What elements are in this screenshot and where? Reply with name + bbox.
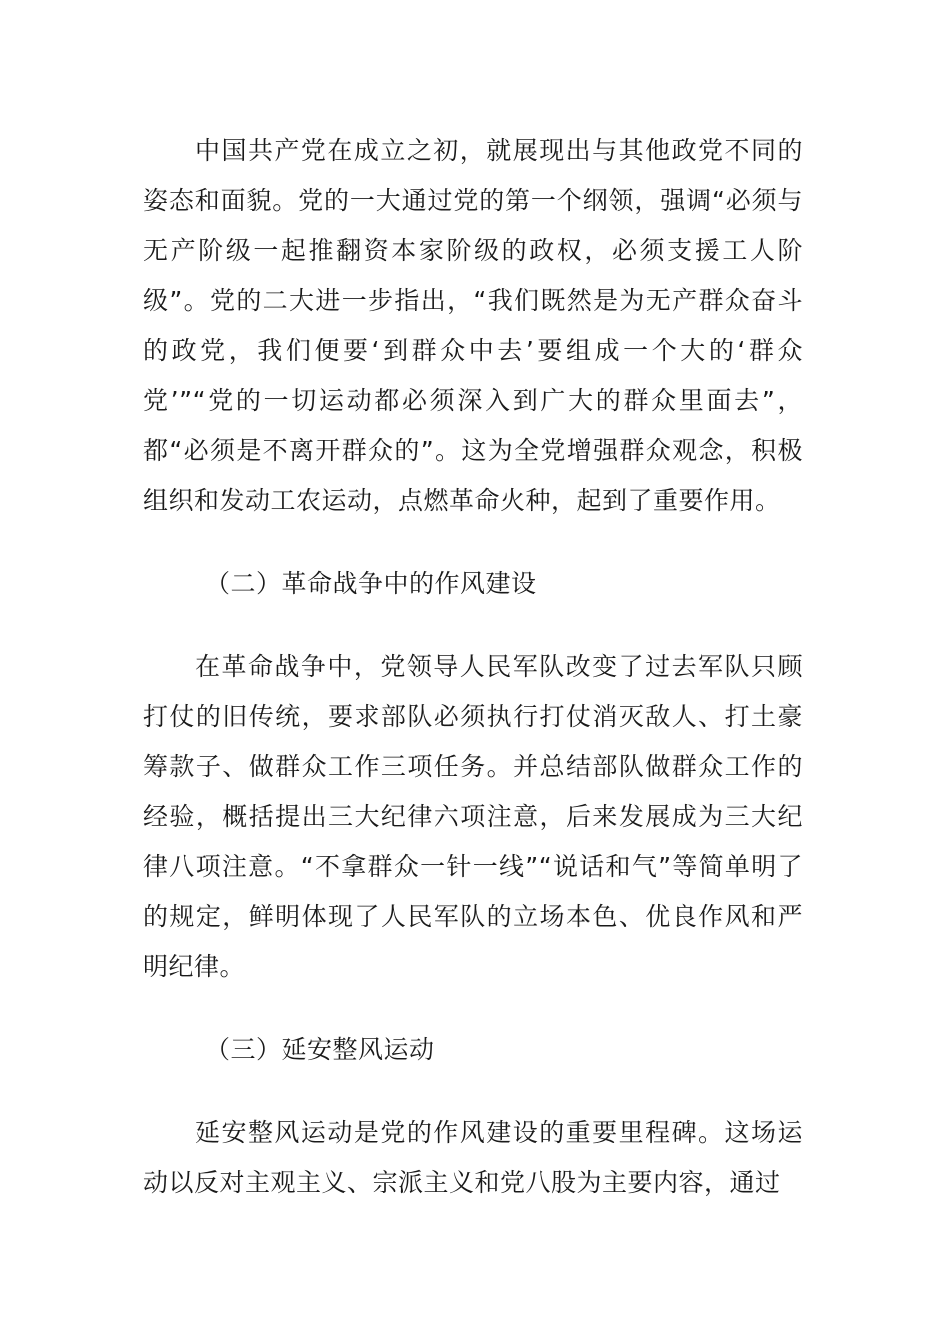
document-body xyxy=(143,126,803,1208)
section-heading-revolutionary-war: （二）革命战争中的作风建设 xyxy=(205,569,537,598)
paragraph-revolutionary-war: 在革命战争中，党领导人民军队改变了过去军队只顾打仗的旧传统，要求部队必须执行打仗消灭敌人、打土豪筹款子、做群众工作三项任务。并总结部队做群众工作的经验，概括提出三大纪律六项注意，后来发展成为三大纪律八项注意。“不拿群众一针一线”“说话和气”等简单明了的规定，鲜明体现了人民军队的立场本色、优良作风和严明纪律。 xyxy=(143,652,803,981)
section-heading-yanan-rectification: （三）延安整风运动 xyxy=(205,1035,435,1064)
paragraph-yanan-rectification: 延安整风运动是党的作风建设的重要里程碑。这场运动以反对主观主义、宗派主义和党八股为主要内容，通过 xyxy=(143,1118,803,1197)
paragraph-founding: 中国共产党在成立之初，就展现出与其他政党不同的姿态和面貌。党的一大通过党的第一个纲领，强调“必须与无产阶级一起推翻资本家阶级的政权，必须支援工人阶级”。党的二大进一步指出，“我们既然是为无产群众奋斗的政党，我们便要‘到群众中去’要组成一个大的‘群众党’”“党的一切运动都必须深入到广大的群众里面去”，都“必须是不离开群众的”。这为全党增强群众观念，积极组织和发动工农运动，点燃革命火种，起到了重要作用。 xyxy=(143,136,803,515)
